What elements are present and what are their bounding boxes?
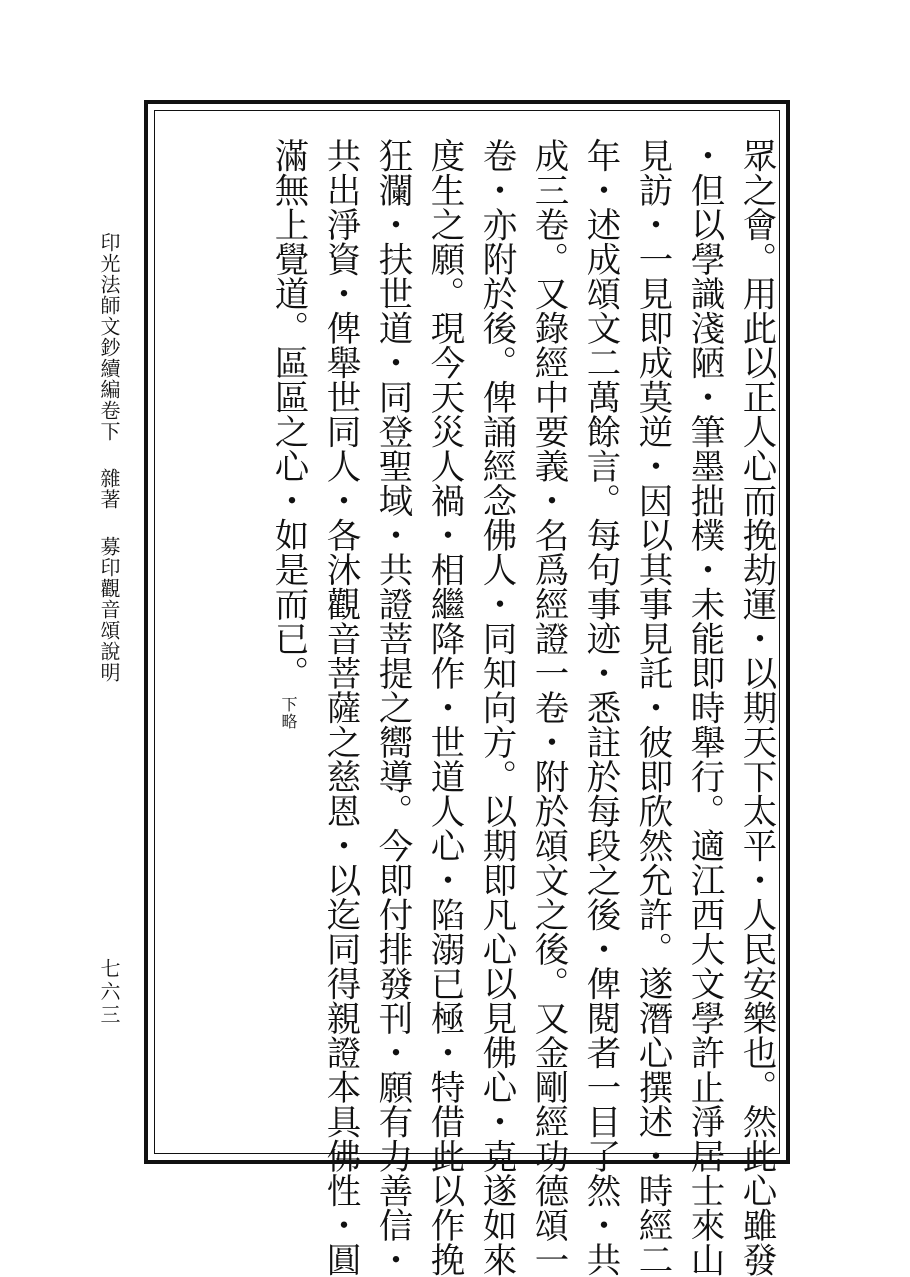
text-frame (144, 100, 790, 1277)
text-column: ・但以學識淺陋・筆墨拙樸・未能即時舉行。適江西大文學許止淨居士來山 (684, 138, 724, 1277)
chapter-title: 募印觀音頌說明 (97, 536, 121, 683)
page-number: 七六三 (97, 958, 121, 1027)
text-column: 共出淨資・俾舉世同人・各沐觀音菩薩之慈恩・以迄同得親證本具佛性・圓 (320, 138, 360, 1277)
text-column: 年・述成頌文二萬餘言。每句事迹・悉註於每段之後・俾閱者一目了然・共 (580, 138, 620, 1277)
text-column-last (264, 138, 312, 1108)
body-text (264, 138, 780, 1277)
section-title: 雜著 (97, 468, 121, 510)
book-title: 印光法師文鈔續編卷下 (97, 232, 121, 442)
text-column: 卷・亦附於後。俾誦經念佛人・同知向方。以期即凡心以見佛心・克遂如來 (476, 138, 516, 1277)
running-head (98, 232, 120, 683)
text-column: 狂瀾・扶世道・同登聖域・共證菩提之嚮導。今即付排發刊・願有力善信・ (372, 138, 412, 1277)
text-column: 眾之會。用此以正人心而挽劫運・以期天下太平・人民安樂也。然此心雖發 (736, 138, 776, 1277)
text-column-last-text: 滿無上覺道。區區之心・如是而已。 (268, 138, 308, 690)
text-column: 見訪・一見即成莫逆・因以其事見託・彼即欣然允許。遂潛心撰述・時經二 (632, 138, 672, 1277)
text-column: 成三卷。又錄經中要義・名爲經證一卷・附於頌文之後。又金剛經功德頌一 (528, 138, 568, 1277)
closing-note: 下略 (279, 696, 298, 730)
text-column: 度生之願。現今天災人禍・相繼降作・世道人心・陷溺已極・特借此以作挽 (424, 138, 464, 1277)
